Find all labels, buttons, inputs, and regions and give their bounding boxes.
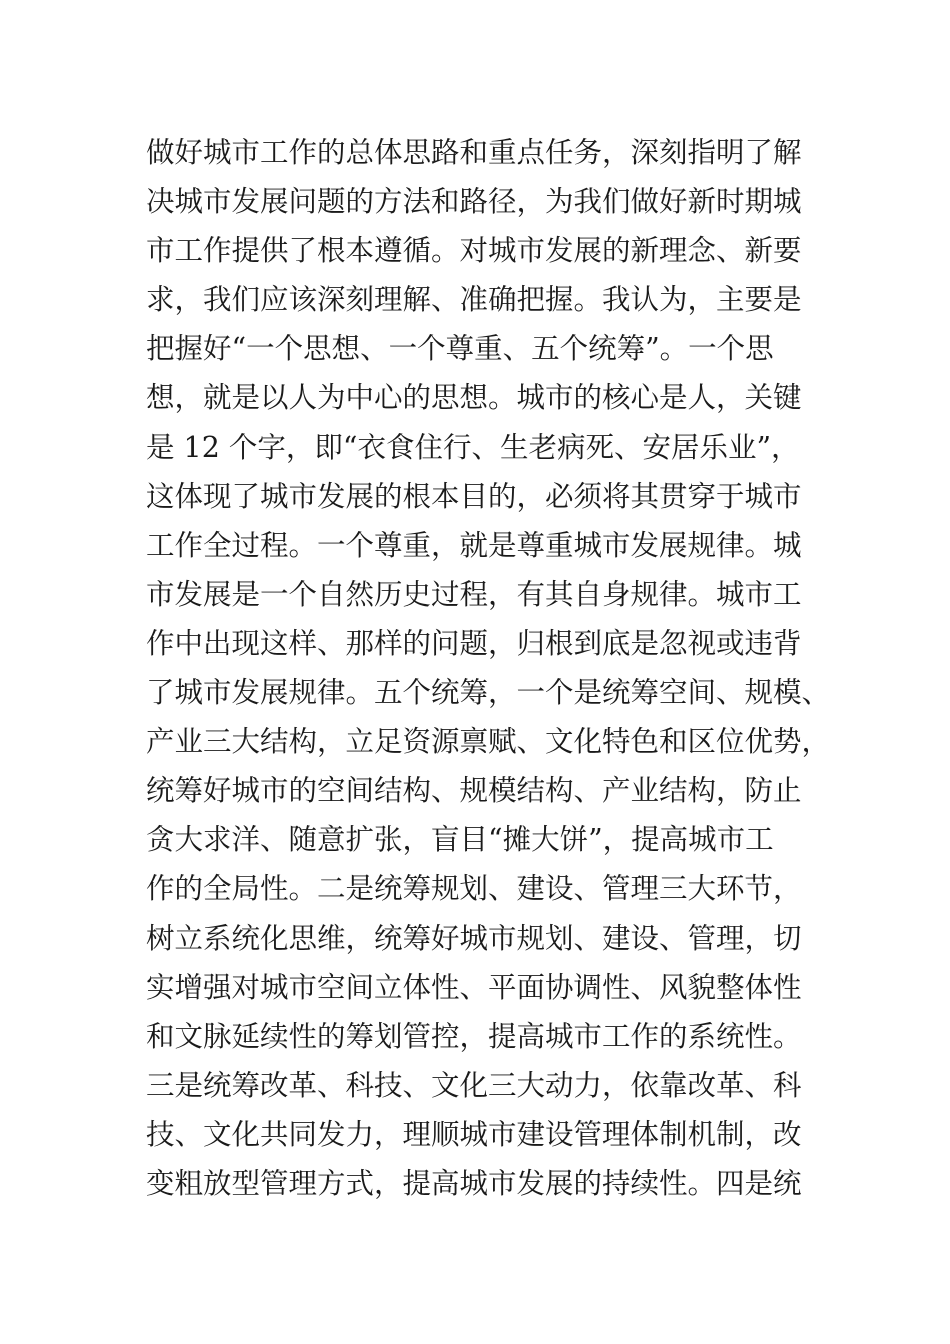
text-line: 技、文化共同发力，理顺城市建设管理体制机制，改: [146, 1117, 802, 1151]
text-line: 统筹好城市的空间结构、规模结构、产业结构，防止: [146, 774, 802, 808]
text-line: 和文脉延续性的筹划管控，提高城市工作的系统性。: [146, 1019, 802, 1053]
text-line: 市工作提供了根本遵循。对城市发展的新理念、新要: [146, 234, 802, 268]
text-line: 想，就是以人为中心的思想。城市的核心是人，关键: [146, 381, 802, 415]
text-line: 是 12 个字，即“衣食住行、生老病死、安居乐业”，: [146, 430, 800, 464]
body-text: [146, 128, 836, 1208]
text-line: 把握好“一个思想、一个尊重、五个统筹”。一个思: [146, 332, 774, 366]
text-line: 变粗放型管理方式，提高城市发展的持续性。四是统: [146, 1166, 802, 1200]
text-line: 市发展是一个自然历史过程，有其自身规律。城市工: [146, 577, 802, 611]
text-line: 作中出现这样、那样的问题，归根到底是忽视或违背: [146, 626, 802, 660]
text-line: 这体现了城市发展的根本目的，必须将其贯穿于城市: [146, 479, 802, 513]
text-line: 贪大求洋、随意扩张，盲目“摊大饼”，提高城市工: [146, 823, 774, 857]
text-line: 实增强对城市空间立体性、平面协调性、风貌整体性: [146, 970, 802, 1004]
text-line: 工作全过程。一个尊重，就是尊重城市发展规律。城: [146, 528, 802, 562]
text-line: 作的全局性。二是统筹规划、建设、管理三大环节，: [146, 872, 802, 906]
text-line: 产业三大结构，立足资源禀赋、文化特色和区位优势，: [146, 725, 831, 759]
text-line: 三是统筹改革、科技、文化三大动力，依靠改革、科: [146, 1068, 802, 1102]
text-line: 了城市发展规律。五个统筹，一个是统筹空间、规模、: [146, 676, 831, 710]
text-line: 求，我们应该深刻理解、准确把握。我认为，主要是: [146, 283, 802, 317]
text-line: 做好城市工作的总体思路和重点任务，深刻指明了解: [146, 136, 802, 169]
text-line: 决城市发展问题的方法和路径，为我们做好新时期城: [146, 185, 802, 219]
text-line: 树立系统化思维，统筹好城市规划、建设、管理，切: [146, 921, 802, 955]
